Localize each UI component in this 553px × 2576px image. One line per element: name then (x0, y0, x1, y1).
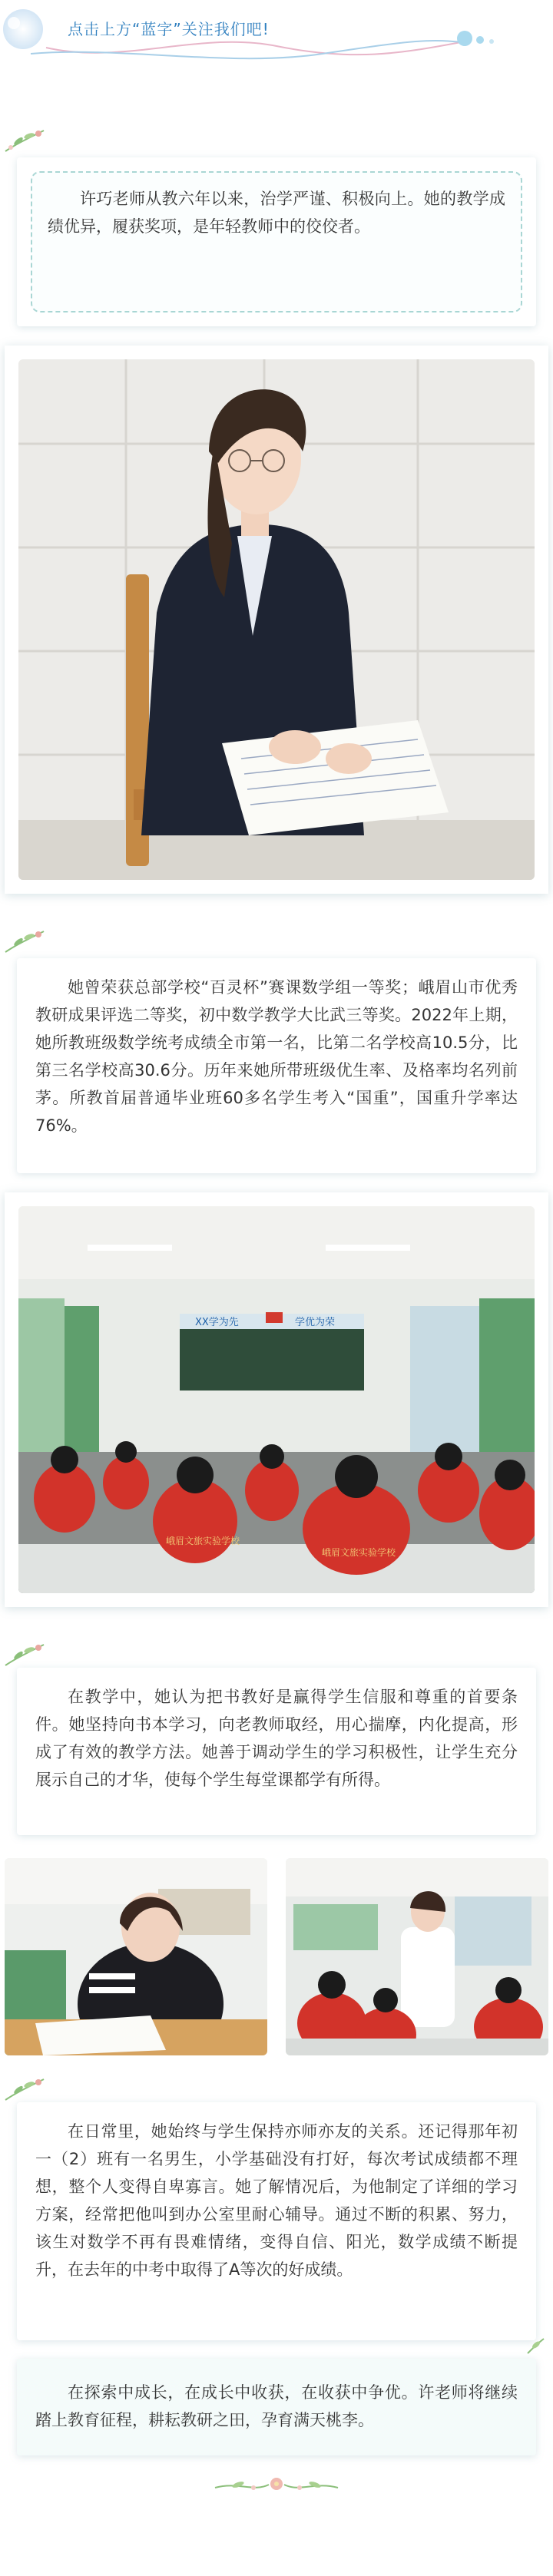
intro-card (17, 157, 536, 326)
intro-text: 许巧老师从教六年以来，治学严谨、积极向上。她的教学成绩优异，履获奖项，是年轻教师中的佼佼者。 (48, 190, 505, 236)
portrait-photo-frame (5, 346, 548, 894)
tutoring-photo-left (5, 1858, 267, 2055)
follow-prompt: 点击上方“蓝字”关注我们吧! (68, 20, 270, 38)
achievements-text: 她曾荣获总部学校“百灵杯”赛课数学组一等奖；峨眉山市优秀教研成果评选二等奖，初中数学教学大比武三等奖。2022年上期，她所教班级数学统考成绩全市第一名，比第二名学校高10.5分，比第三名学校高30.6分。历年来她所带班级优生率、及格率均名列前茅。所教首届普通毕业班60多名学生考入“国重”，国重升学率达76%。 (35, 978, 518, 1135)
teaching-card (17, 1668, 536, 1835)
classroom-photo (18, 1206, 535, 1593)
leaf-sprig-icon (524, 2334, 547, 2357)
classroom-photo-frame (5, 1192, 548, 1607)
leaf-sprig-icon (2, 2073, 48, 2104)
banner-left-text: XX学为先 (195, 1317, 239, 1328)
leaf-sprig-icon (2, 124, 48, 155)
closing-text: 在探索中成长，在成长中收获，在收获中争优。许老师将继续踏上教育征程，耕耘教研之田，孕育满天桃李。 (35, 2383, 518, 2429)
daily-card (17, 2102, 536, 2340)
teaching-text: 在教学中，她认为把书教好是赢得学生信服和尊重的首要条件。她坚持向书本学习，向老教师取经，用心揣摩，内化提高，形成了有效的教学方法。她善于调动学生的学习积极性，让学生充分展示自己的才华，使每个学生每堂课都学有所得。 (35, 1688, 518, 1789)
tutoring-photo-right (286, 1858, 548, 2055)
uniform-text-a: 峨眉文旅实验学校 (166, 1536, 240, 1546)
achievements-card (17, 958, 536, 1173)
flower-ornament-icon (207, 2471, 346, 2498)
teacher-portrait-photo (18, 359, 535, 880)
leaf-sprig-icon (2, 925, 48, 956)
uniform-text-b: 峨眉文旅实验学校 (322, 1547, 396, 1558)
closing-card (17, 2359, 536, 2455)
banner-right-text: 学优为荣 (295, 1317, 336, 1328)
daily-text: 在日常里，她始终与学生保持亦师亦友的关系。还记得那年初一（2）班有一名男生，小学基础没有打好，每次考试成绩都不理想，整个人变得自卑寡言。她了解情况后，为他制定了详细的学习方案，经常把他叫到办公室里耐心辅导。通过不断的积累、努力，该生对数学不再有畏难情绪，变得自信、阳光，数学成绩不断提升，在去年的中考中取得了A等次的好成绩。 (35, 2122, 518, 2279)
leaf-sprig-icon (2, 1639, 48, 1669)
